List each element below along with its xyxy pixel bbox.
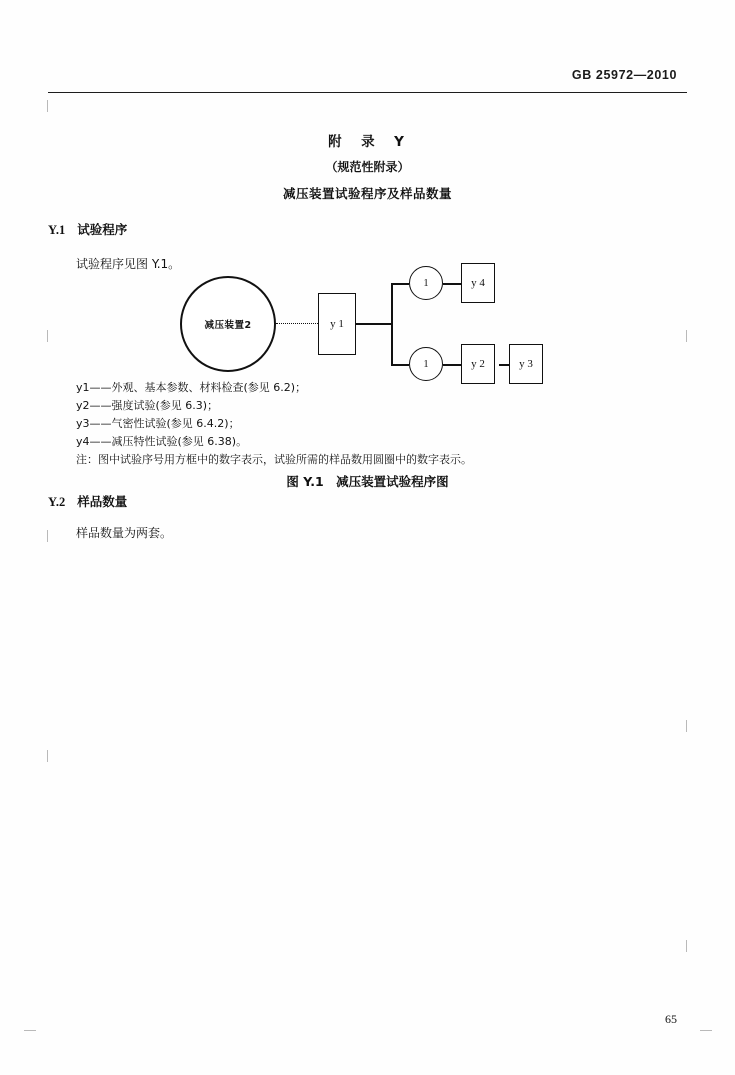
node-y3: y 3 xyxy=(509,344,543,384)
figure-caption: 图 Y.1 减压装置试验程序图 xyxy=(286,474,449,489)
section-heading-y2 xyxy=(48,492,127,510)
legend-item-y1: y1——外观、基本参数、材料检查(参见 6.2)； xyxy=(76,381,307,394)
page-number: 65 xyxy=(665,1012,677,1026)
connector-source-to-y1 xyxy=(276,323,318,324)
registration-mark xyxy=(47,750,48,762)
paragraph-y1: 试验程序见图 Y.1。 xyxy=(76,257,181,271)
node-y2: y 2 xyxy=(461,344,495,384)
annex-subtitle: （规范性附录） xyxy=(325,160,410,174)
section-number-y2: Y.2 xyxy=(48,495,66,509)
connector-y1-to-bus xyxy=(356,323,392,325)
section-heading-y1 xyxy=(48,220,127,238)
section-title-y1: 试验程序 xyxy=(77,222,128,237)
node-count-bottom: 1 xyxy=(409,347,443,381)
standard-number: GB 25972—2010 xyxy=(571,68,677,82)
header-divider xyxy=(48,92,687,93)
connector-bus-to-count-bottom xyxy=(391,364,409,366)
node-source: 减压装置2 xyxy=(180,276,276,372)
registration-mark xyxy=(47,100,48,112)
annex-name: 减压装置试验程序及样品数量 xyxy=(282,186,452,201)
connector-y2-to-y3 xyxy=(499,364,509,366)
registration-mark xyxy=(686,330,687,342)
connector-bus xyxy=(391,283,393,365)
paragraph-y2: 样品数量为两套。 xyxy=(76,526,173,540)
node-y4: y 4 xyxy=(461,263,495,303)
section-title-y2: 样品数量 xyxy=(77,494,128,509)
connector-count-bottom-to-y2 xyxy=(443,364,461,366)
legend-item-y3: y3——气密性试验(参见 6.4.2)； xyxy=(76,417,240,430)
registration-mark xyxy=(700,1030,712,1031)
section-number-y1: Y.1 xyxy=(48,223,66,237)
registration-mark xyxy=(47,530,48,542)
connector-bus-to-count-top xyxy=(391,283,409,285)
legend-item-y4: y4——减压特性试验(参见 6.38)。 xyxy=(76,435,248,448)
flow-diagram xyxy=(48,262,668,377)
node-y1: y 1 xyxy=(318,293,356,355)
registration-mark xyxy=(686,940,687,952)
legend-item-y2: y2——强度试验(参见 6.3)； xyxy=(76,399,219,412)
node-count-top: 1 xyxy=(409,266,443,300)
legend-note: 注：图中试验序号用方框中的数字表示，试验所需的样品数用圆圈中的数字表示。 xyxy=(76,453,472,466)
annex-title: 附 录 Y xyxy=(328,134,407,150)
registration-mark xyxy=(24,1030,36,1031)
connector-count-top-to-y4 xyxy=(443,283,461,285)
registration-mark xyxy=(686,720,687,732)
